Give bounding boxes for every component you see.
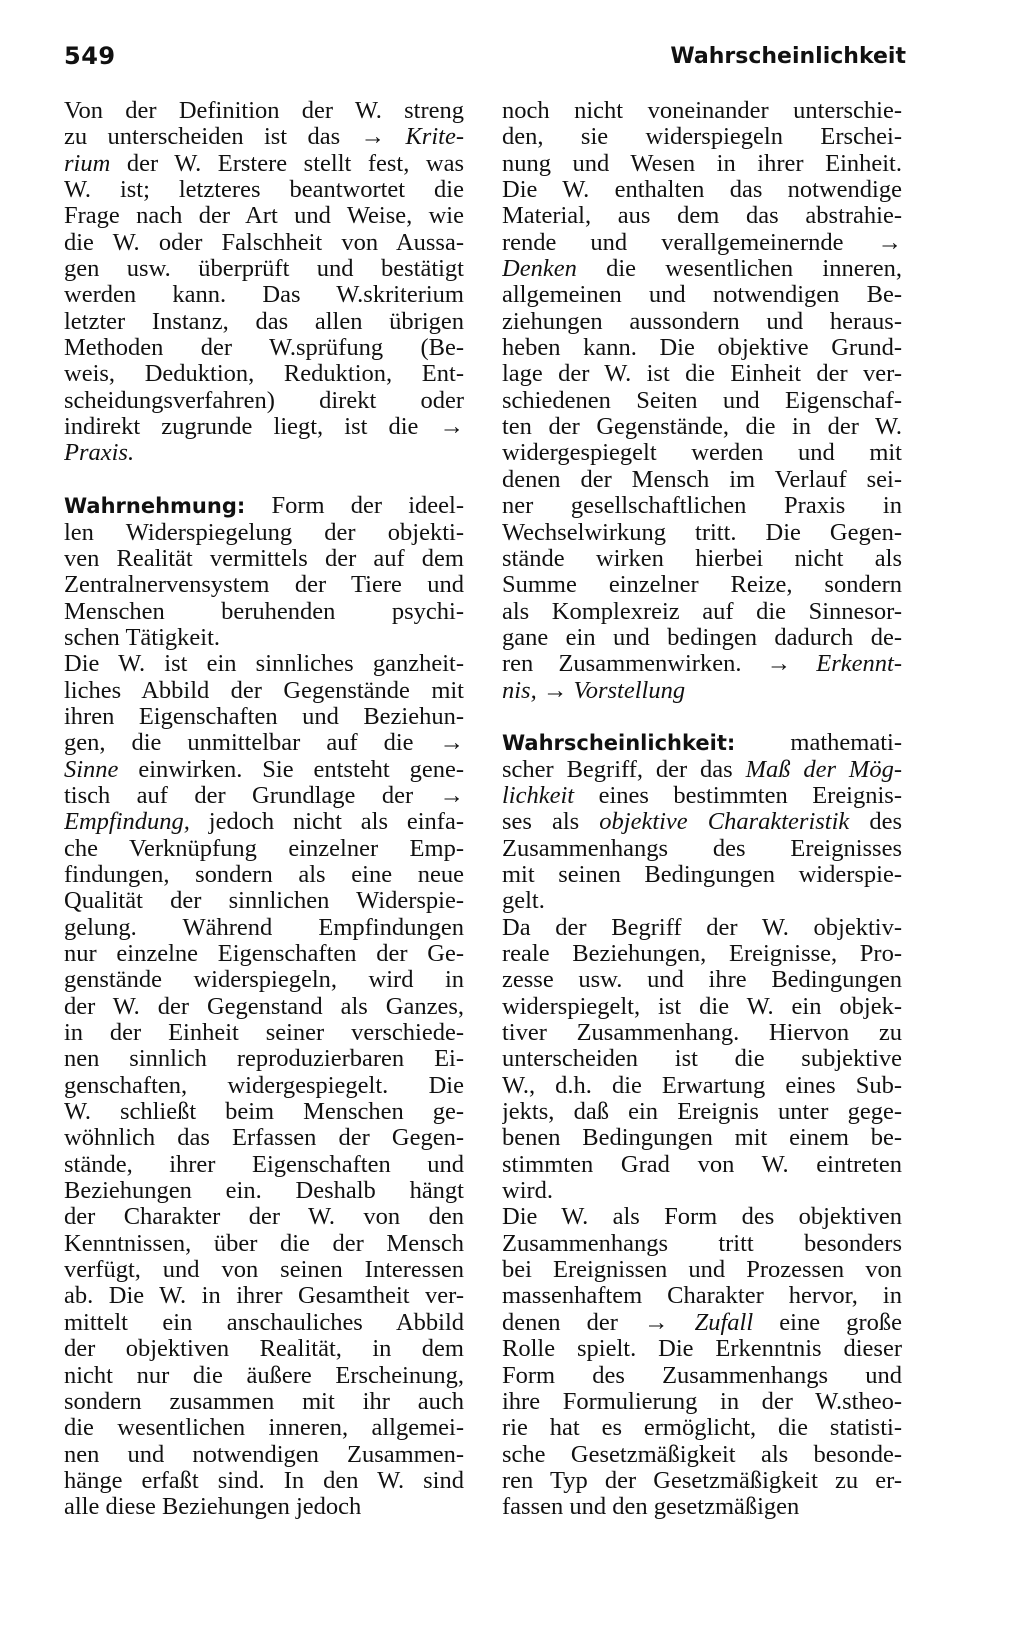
text-line [502,440,902,466]
text-run: mittelt ein anschauliches Abbild [64,1309,464,1336]
text-run: sondern zusammen mit ihr auch [64,1388,464,1415]
running-head: Wahrscheinlichkeit [670,44,906,69]
text-line [64,1257,464,1283]
text-run: Methoden der W.sprüfung (Be- [64,335,464,362]
text-line [502,809,902,835]
text-line [64,651,464,677]
text-line [64,809,464,835]
text-line [502,1494,902,1520]
text-run: Zentralnervensystem der Tiere und [64,572,464,599]
text-run: schiedenen Seiten und Eigenschaf- [502,387,902,414]
text-run: jedoch nicht als einfa- [189,809,464,836]
text-line [64,520,464,546]
text-line [502,256,902,282]
text-run: in der Einheit seiner verschiede- [64,1020,464,1047]
text-line [502,414,902,440]
text-run: Form des Zusammenhangs und [502,1362,902,1389]
text-run: tiver Zusammenhang. Hiervon zu [502,1020,902,1047]
text-run: scheidungsverfahren) direkt oder [64,387,464,414]
cross-reference: Erkennt- [816,651,902,678]
text-line [502,493,902,519]
entry-headword: Wahrscheinlichkeit: [502,731,736,756]
text-run: schen Tätigkeit. [64,624,221,651]
cross-reference: rium [64,150,111,177]
text-line [64,203,464,229]
text-run: nen sinnlich reproduzierbaren Ei- [64,1046,464,1073]
text-run: indirekt zugrunde liegt, ist die → [64,414,464,441]
text-line [502,1442,902,1468]
text-run: Die W. ist ein sinnliches ganzheit- [64,651,464,678]
text-run: W., d.h. die Erwartung eines Sub- [502,1072,902,1099]
text-line [502,1046,902,1072]
text-line [502,1099,902,1125]
text-line [64,1099,464,1125]
text-run: gen, die unmittelbar auf die → [64,730,464,757]
text-line [64,1415,464,1441]
text-line [64,1468,464,1494]
text-run: Summe einzelner Reize, sondern [502,572,902,599]
text-line [64,967,464,993]
left-column [64,98,464,1521]
text-run: Kenntnissen, über die der Mensch [64,1230,464,1257]
text-line [64,1152,464,1178]
text-line [64,1310,464,1336]
text-line [502,1231,902,1257]
text-run: lage der W. ist die Einheit der ver- [502,361,902,388]
text-run: mit seinen Bedingungen widerspie- [502,861,902,888]
text-line [64,1046,464,1072]
text-line [64,730,464,756]
text-line [502,546,902,572]
text-run: denen der → [502,1309,695,1336]
cross-reference: Vorstellung [573,677,686,704]
text-run: jekts, daß ein Ereignis unter gege- [502,1099,902,1126]
text-run: Frage nach der Art und Weise, wie [64,203,464,230]
text-run: Qualität der sinnlichen Widerspie- [64,888,464,915]
text-run: werden kann. Das W.skriterium [64,282,464,309]
text-run: genstände widerspiegeln, wird in [64,967,464,994]
text-line [502,388,902,414]
text-run: heben kann. Die objektive Grund- [502,335,902,362]
text-run: des [849,809,902,836]
text-run: sche Gesetzmäßigkeit als besonde- [502,1441,902,1468]
text-line [502,1073,902,1099]
cross-reference: Denken [502,256,577,283]
text-line [502,1310,902,1336]
text-line [64,1336,464,1362]
text-line [502,836,902,862]
text-line [64,572,464,598]
text-run: eine große [753,1309,902,1336]
text-line [64,1283,464,1309]
text-run: weis, Deduktion, Reduktion, Ent- [64,361,464,388]
text-line [64,151,464,177]
text-line [64,599,464,625]
text-run: ab. Die W. in ihrer Gesamtheit ver- [64,1283,464,1310]
text-line [64,335,464,361]
right-column [502,98,902,1521]
text-run: gelt. [502,888,545,915]
text-line [64,98,464,124]
text-line [502,1178,902,1204]
text-line [64,361,464,387]
text-run: allgemeinen und notwendigen Be- [502,282,902,309]
text-run: hänge erfaßt sind. In den W. sind [64,1467,464,1494]
text-line [502,309,902,335]
text-run: nicht nur die äußere Erscheinung, [64,1362,464,1389]
text-run: die W. oder Falschheit von Aussa- [64,229,464,256]
text-line [64,388,464,414]
text-run: zesse usw. und ihre Bedingungen [502,967,902,994]
text-run: Wechselwirkung tritt. Die Gegen- [502,519,902,546]
text-line [502,1468,902,1494]
text-line [502,361,902,387]
text-run: Da der Begriff der W. objektiv- [502,914,902,941]
text-run: stände wirken hierbei nicht als [502,545,902,572]
text-line [502,1152,902,1178]
text-line [502,1389,902,1415]
text-line [502,177,902,203]
text-line [502,862,902,888]
text-run: rende und verallgemeinernde → [502,229,902,256]
text-line [64,1204,464,1230]
text-run: letzter Instanz, das allen übrigen [64,308,464,335]
text-line [64,177,464,203]
cross-reference: objektive Charakteristik [599,809,850,836]
text-line [64,1363,464,1389]
text-line [64,414,464,440]
text-line [64,546,464,572]
text-line [502,1336,902,1362]
text-run: die wesentlichen inneren, [576,256,902,283]
page-number: 549 [64,42,116,70]
text-line [502,1257,902,1283]
text-run: Material, aus dem das abstrahie- [502,203,902,230]
text-run: ihre Formulierung in der W.stheo- [502,1388,902,1415]
text-run: rie hat es ermöglicht, die statisti- [502,1415,902,1442]
text-run: der objektiven Realität, in dem [64,1336,464,1363]
text-run: ren Typ der Gesetzmäßigkeit zu er- [502,1467,902,1494]
text-run: massenhaftem Charakter hervor, in [502,1283,902,1310]
text-line [502,1125,902,1151]
text-line [64,493,464,519]
text-line [502,1283,902,1309]
text-run: den, sie widerspiegeln Erschei- [502,124,902,151]
text-line [502,335,902,361]
text-run: che Verknüpfung einzelner Emp- [64,835,464,862]
text-run: nen und notwendigen Zusammen- [64,1441,464,1468]
text-line [64,467,464,493]
text-run: findungen, sondern als eine neue [64,861,464,888]
text-run: der Charakter der W. von den [64,1204,464,1231]
text-run: Form der ideel- [245,493,464,520]
text-run: Beziehungen ein. Deshalb hängt [64,1178,464,1205]
text-run: wird. [502,1178,554,1205]
text-line [502,941,902,967]
text-run: gane ein und bedingen dadurch de- [502,624,902,651]
text-line [502,888,902,914]
text-run: denen der Mensch im Verlauf sei- [502,466,902,493]
text-line [502,599,902,625]
cross-reference: Sinne [64,756,119,783]
text-line [64,888,464,914]
text-run: tisch auf der Grundlage der → [64,782,464,809]
text-run: W. ist; letzteres beantwortet die [64,177,464,204]
text-line [64,1389,464,1415]
text-line [502,230,902,256]
text-line [64,256,464,282]
text-line [502,994,902,1020]
text-run: der W. Erstere stellt fest, was [110,150,464,177]
text-line [64,1231,464,1257]
text-run: die wesentlichen inneren, allgemei- [64,1415,464,1442]
text-run: noch nicht voneinander unterschie- [502,98,902,124]
text-line [64,678,464,704]
text-line [502,915,902,941]
text-line [502,678,902,704]
text-line [64,1494,464,1520]
text-run: → [536,677,574,704]
text-line [502,203,902,229]
text-run: reale Beziehungen, Ereignisse, Pro- [502,941,902,967]
text-line [502,783,902,809]
text-run: alle diese Beziehungen jedoch [64,1494,362,1521]
text-line [64,783,464,809]
text-run: fassen und den gesetzmäßigen [502,1494,800,1521]
text-line [64,282,464,308]
text-run: benen Bedingungen mit einem be- [502,1125,902,1152]
text-run: der W. der Gegenstand als Ganzes, [64,993,464,1020]
text-run: widergespiegelt werden und mit [502,440,902,467]
text-line [64,994,464,1020]
text-line [64,1178,464,1204]
text-run: widerspiegelt, ist die W. ein objek- [502,993,902,1020]
text-run: zu unterscheiden ist das → [64,124,406,151]
text-run: Rolle spielt. Die Erkenntnis dieser [502,1336,902,1363]
text-run: Zusammenhangs des Ereignisses [502,835,902,862]
text-run: wöhnlich das Erfassen der Gegen- [64,1125,464,1152]
text-line [502,1020,902,1046]
text-line [64,124,464,150]
cross-reference: Praxis. [64,440,135,467]
cross-reference: Zufall [694,1309,754,1336]
text-run: ven Realität vermittels der auf dem [64,545,464,572]
text-line [502,572,902,598]
text-run: stände, ihrer Eigenschaften und [64,1151,464,1178]
text-line [502,704,902,730]
text-line [64,704,464,730]
text-run: genschaften, widergespiegelt. Die [64,1072,464,1099]
text-run: Die W. enthalten das notwendige [502,177,902,204]
text-line [64,915,464,941]
text-line [502,124,902,150]
entry-headword: Wahrnehmung: [64,494,246,519]
text-line [502,967,902,993]
text-run: Zusammenhangs tritt besonders [502,1230,902,1257]
text-line [502,625,902,651]
text-run: Menschen beruhenden psychi- [64,598,464,625]
text-line [64,836,464,862]
text-line [502,98,902,124]
text-run: gen usw. überprüft und bestätigt [64,256,464,283]
text-line [502,467,902,493]
text-line [502,757,902,783]
text-run: W. schließt beim Menschen ge- [64,1099,464,1126]
text-line [502,151,902,177]
text-run: ziehungen aussondern und heraus- [502,308,902,335]
text-run: ner gesellschaftlichen Praxis in [502,493,902,520]
text-run: nung und Wesen in ihrer Einheit. [502,150,902,177]
text-line [64,1073,464,1099]
text-run: stimmten Grad von W. eintreten [502,1151,902,1178]
text-line [64,440,464,466]
text-line [64,862,464,888]
text-run: einwirken. Sie entsteht gene- [118,756,464,783]
text-run: ses als [502,809,600,836]
text-run: gelung. Während Empfindungen [64,914,464,941]
text-line [502,1415,902,1441]
cross-reference: Empfindung, [64,809,190,836]
text-line [64,230,464,256]
text-line [64,1020,464,1046]
text-line [64,1125,464,1151]
text-run: ihren Eigenschaften und Beziehun- [64,703,464,730]
text-line [64,941,464,967]
text-run: eines bestimmten Ereignis- [574,782,902,809]
text-run: ren Zusammenwirken. → [502,651,817,678]
text-run: als Komplexreiz auf die Sinnesor- [502,598,902,625]
text-line [64,625,464,651]
text-line [64,309,464,335]
text-line [502,730,902,756]
cross-reference: Krite- [405,124,464,151]
cross-reference: lichkeit [502,782,575,809]
text-line [502,520,902,546]
text-run: Von der Definition der W. streng [64,98,464,124]
text-line [502,1204,902,1230]
text-line [64,1442,464,1468]
text-run: len Widerspiegelung der objekti- [64,519,464,546]
text-run: unterscheiden ist die subjektive [502,1046,902,1073]
text-run: verfügt, und von seinen Interessen [64,1257,464,1284]
text-line [502,1363,902,1389]
text-run: ten der Gegenstände, die in der W. [502,414,902,441]
text-run: bei Ereignissen und Prozessen von [502,1257,902,1284]
text-line [64,757,464,783]
text-run: mathemati- [735,730,902,757]
text-run: Die W. als Form des objektiven [502,1204,902,1231]
text-run: liches Abbild der Gegenstände mit [64,677,464,704]
text-line [502,282,902,308]
text-run: nur einzelne Eigenschaften der Ge- [64,941,464,967]
text-run: scher Begriff, der das [502,756,746,783]
cross-reference: Maß der Mög- [745,756,902,783]
cross-reference: nis, [502,677,537,704]
text-line [502,651,902,677]
